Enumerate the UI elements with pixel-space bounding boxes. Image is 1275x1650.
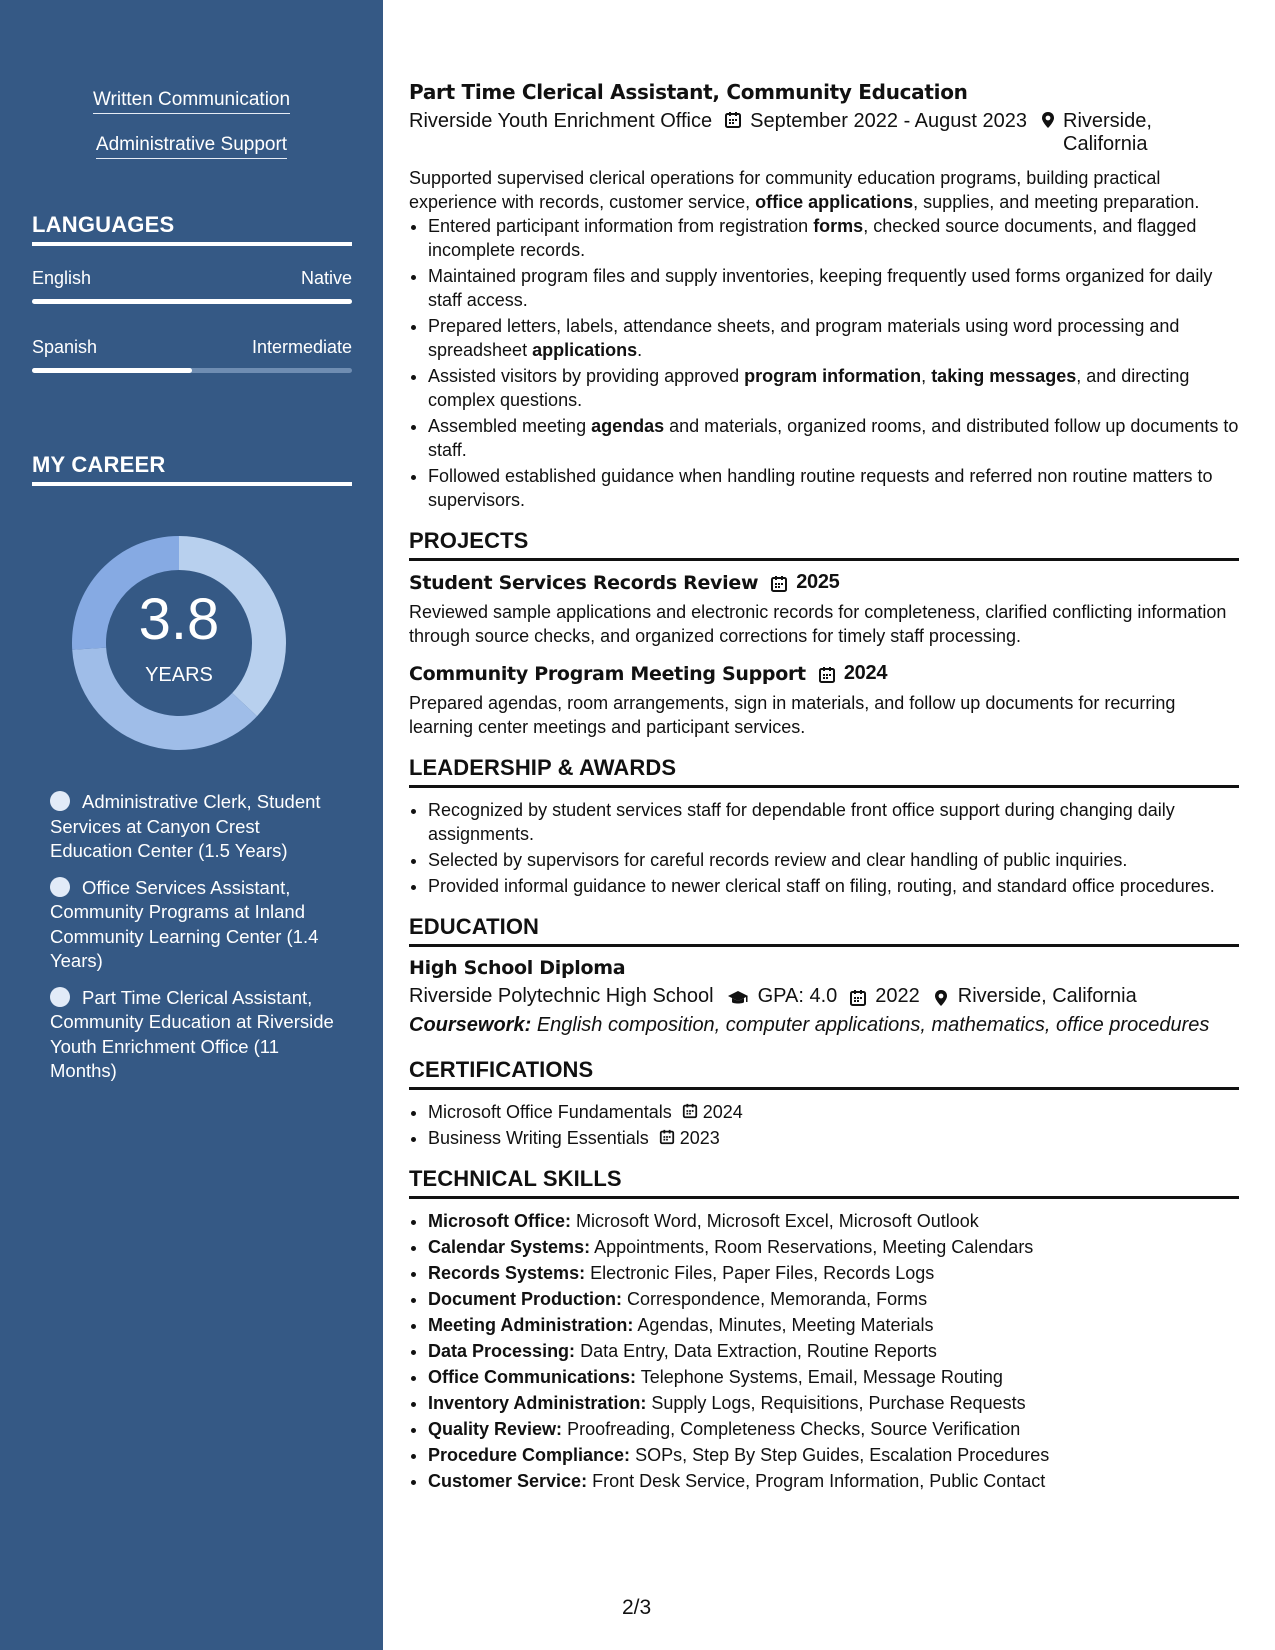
bullet-dot-icon (50, 791, 70, 811)
bullet-emphasis: forms (813, 216, 864, 236)
career-item-text: Administrative Clerk, Student Services at Canyon Crest Education Center (1.5 Years) (50, 791, 321, 861)
page-number: 2/3 (622, 1596, 652, 1619)
certifications-heading: CERTIFICATIONS (409, 1057, 1239, 1090)
job-bullet (428, 214, 1239, 262)
certifications-list (409, 1100, 1239, 1150)
job-bullets (409, 214, 1239, 512)
job-bullet (428, 464, 1239, 512)
language-name: Spanish (32, 337, 98, 357)
bullet-text: Entered participant information from registration (428, 216, 814, 236)
skill-label: Administrative Support (96, 134, 287, 159)
skill-category: Records Systems: (428, 1263, 586, 1283)
bullet-text: , and directing complex questions. (428, 366, 1190, 410)
calendar-icon (770, 575, 788, 593)
skill-label: Written Communication (93, 89, 290, 114)
map-pin-icon (1039, 111, 1057, 129)
career-heading: MY CAREER (32, 452, 352, 486)
technical-skills-heading: TECHNICAL SKILLS (409, 1166, 1239, 1199)
career-item-text: Office Services Assistant, Community Programs at Inland Community Learning Center (1.4 Years) (50, 876, 319, 971)
coursework-text: English composition, computer applications, mathematics, office procedures (536, 1014, 1210, 1036)
certification-year: 2024 (702, 1102, 743, 1122)
education-heading: EDUCATION (409, 914, 1239, 947)
skill-values: Supply Logs, Requisitions, Purchase Requests (651, 1393, 1026, 1413)
language-spanish (32, 337, 352, 358)
calendar-icon (659, 1129, 675, 1145)
job-bullet (428, 414, 1239, 462)
education-meta (409, 985, 1239, 1008)
technical-skill-item (428, 1365, 1239, 1389)
project-title-row (409, 571, 1239, 594)
bullet-dot-icon (50, 877, 70, 897)
certification-name: Business Writing Essentials (428, 1128, 649, 1148)
skill-values: Data Entry, Data Extraction, Routine Reports (580, 1341, 937, 1361)
language-english-bar (32, 299, 352, 304)
technical-skill-item (428, 1261, 1239, 1285)
job-dates: September 2022 - August 2023 (750, 110, 1027, 132)
leadership-item: • Recognized by student services staff for dependable front office support during changing daily assignments. (428, 798, 1239, 846)
project-description: Prepared agendas, room arrangements, sign in materials, and follow up documents for recurring learning center meetings and participant services. (409, 693, 1176, 737)
coursework-label: Coursework: (409, 1014, 532, 1036)
bullet-emphasis: applications (532, 340, 638, 360)
skill-values: Microsoft Word, Microsoft Excel, Microsoft Outlook (576, 1211, 979, 1231)
bullet-text: Maintained program files and supply inventories, keeping frequently used forms organized for daily staff access. (428, 266, 1213, 310)
certification-name: Microsoft Office Fundamentals (428, 1102, 672, 1122)
project-year: 2024 (843, 662, 888, 684)
language-level: Intermediate (251, 337, 352, 357)
skill-category: Inventory Administration: (428, 1393, 647, 1413)
project-description: Reviewed sample applications and electronic records for completeness, clarified conflicting information through source checks, and organized corrections for timely staff processing. (409, 602, 1227, 646)
career-list (50, 790, 340, 1096)
skill-category: Document Production: (428, 1289, 622, 1309)
skill-values: Correspondence, Memoranda, Forms (627, 1289, 928, 1309)
skill-category: Microsoft Office: (428, 1211, 572, 1231)
education-year: 2022 (875, 985, 920, 1007)
project-title: Community Program Meeting Support (409, 662, 806, 685)
leadership-item: • Selected by supervisors for careful records review and clear handling of public inquiries. (428, 848, 1239, 872)
bullet-text: and materials, organized rooms, and distributed follow up documents to staff. (428, 416, 1239, 460)
certification-item (428, 1126, 1239, 1150)
bullet-text: Assisted visitors by providing approved (428, 366, 745, 386)
career-item-text: Part Time Clerical Assistant, Community Education at Riverside Youth Enrichment Office (11 Months) (50, 986, 334, 1081)
skill-administrative-support (0, 134, 383, 156)
job-bullet (428, 364, 1239, 412)
project-title: Student Services Records Review (409, 571, 759, 594)
job-summary (409, 166, 1239, 214)
skill-values: Agendas, Minutes, Meeting Materials (637, 1315, 934, 1335)
job-location: Riverside, California (1063, 110, 1152, 155)
bullet-emphasis: program information (744, 366, 922, 386)
calendar-icon (682, 1103, 698, 1119)
job-title: Part Time Clerical Assistant, Community Education (409, 80, 968, 104)
leadership-heading: LEADERSHIP & AWARDS (409, 755, 1239, 788)
education-coursework (409, 1014, 1239, 1037)
education-location: Riverside, California (957, 985, 1137, 1007)
leadership-list (409, 798, 1239, 898)
technical-skill-item (428, 1209, 1239, 1233)
skill-category: Calendar Systems: (428, 1237, 591, 1257)
skill-values: Proofreading, Completeness Checks, Source Verification (567, 1419, 1021, 1439)
summary-text: Supported supervised clerical operations for community education programs, building practical experience with records, customer service, (409, 168, 1161, 212)
graduation-cap-icon (726, 989, 750, 1007)
skill-values: SOPs, Step By Step Guides, Escalation Procedures (635, 1445, 1050, 1465)
donut-segment-2 (72, 648, 257, 750)
project-item (409, 662, 1239, 739)
technical-skill-item (428, 1391, 1239, 1415)
calendar-icon (849, 989, 867, 1007)
technical-skill-item (428, 1235, 1239, 1259)
job-bullet (428, 314, 1239, 362)
bullet-text: Followed established guidance when handling routine requests and referred non routine matters to supervisors. (428, 466, 1213, 510)
technical-skill-item (428, 1339, 1239, 1363)
skill-values: Front Desk Service, Program Information, Public Contact (592, 1471, 1046, 1491)
summary-text: , supplies, and meeting preparation. (913, 192, 1200, 212)
technical-skills-list (409, 1209, 1239, 1493)
job-bullet (428, 264, 1239, 312)
bullet-text: , checked source documents, and flagged incomplete records. (428, 216, 1197, 260)
career-years-value: 3.8 (138, 587, 220, 652)
certification-year: 2023 (679, 1128, 720, 1148)
calendar-icon (724, 111, 742, 129)
skill-written-communication (0, 89, 383, 111)
skill-values: Telephone Systems, Email, Message Routing (640, 1367, 1003, 1387)
skill-values: Electronic Files, Paper Files, Records Logs (590, 1263, 935, 1283)
career-item (50, 986, 340, 1084)
bullet-dot-icon (50, 987, 70, 1007)
technical-skill-item (428, 1287, 1239, 1311)
language-name: English (32, 268, 92, 288)
projects-heading: PROJECTS (409, 528, 1239, 561)
calendar-icon (818, 666, 836, 684)
language-bar-fill (32, 368, 192, 373)
education-school: Riverside Polytechnic High School (409, 985, 714, 1007)
technical-skill-item (428, 1469, 1239, 1493)
bullet-emphasis: agendas (591, 416, 665, 436)
skill-category: Meeting Administration: (428, 1315, 634, 1335)
main-content (409, 80, 1239, 1495)
bullet-text: , (921, 366, 932, 386)
language-bar-fill (32, 299, 352, 304)
map-pin-icon (932, 989, 950, 1007)
education-degree: High School Diploma (409, 957, 626, 979)
project-item (409, 571, 1239, 648)
technical-skill-item (428, 1417, 1239, 1441)
bullet-text: Prepared letters, labels, attendance sheets, and program materials using word processing and spreadsheet (428, 316, 1180, 360)
bullet-text: . (637, 340, 643, 360)
skill-category: Data Processing: (428, 1341, 576, 1361)
skill-category: Quality Review: (428, 1419, 563, 1439)
skill-category: Office Communications: (428, 1367, 637, 1387)
project-title-row (409, 662, 1239, 685)
career-item (50, 876, 340, 974)
languages-heading: LANGUAGES (32, 212, 352, 246)
language-level: Native (300, 268, 352, 288)
education-gpa: GPA: 4.0 (757, 985, 838, 1007)
career-item (50, 790, 340, 864)
skill-values: Appointments, Room Reservations, Meeting Calendars (594, 1237, 1034, 1257)
language-english (32, 268, 352, 289)
summary-emphasis: office applications (755, 192, 914, 212)
language-spanish-bar (32, 368, 352, 373)
technical-skill-item (428, 1313, 1239, 1337)
bullet-emphasis: taking messages (931, 366, 1077, 386)
certification-item (428, 1100, 1239, 1124)
bullet-text: Assembled meeting (428, 416, 592, 436)
technical-skill-item (428, 1443, 1239, 1467)
project-year: 2025 (796, 571, 840, 593)
career-years-unit: YEARS (145, 664, 213, 686)
sidebar (0, 0, 383, 1650)
skill-category: Procedure Compliance: (428, 1445, 631, 1465)
skill-category: Customer Service: (428, 1471, 588, 1491)
career-donut-chart (66, 530, 292, 756)
job-company: Riverside Youth Enrichment Office (409, 110, 713, 132)
leadership-item: • Provided informal guidance to newer clerical staff on filing, routing, and standard office procedures. (428, 874, 1239, 898)
job-meta (409, 110, 1239, 156)
